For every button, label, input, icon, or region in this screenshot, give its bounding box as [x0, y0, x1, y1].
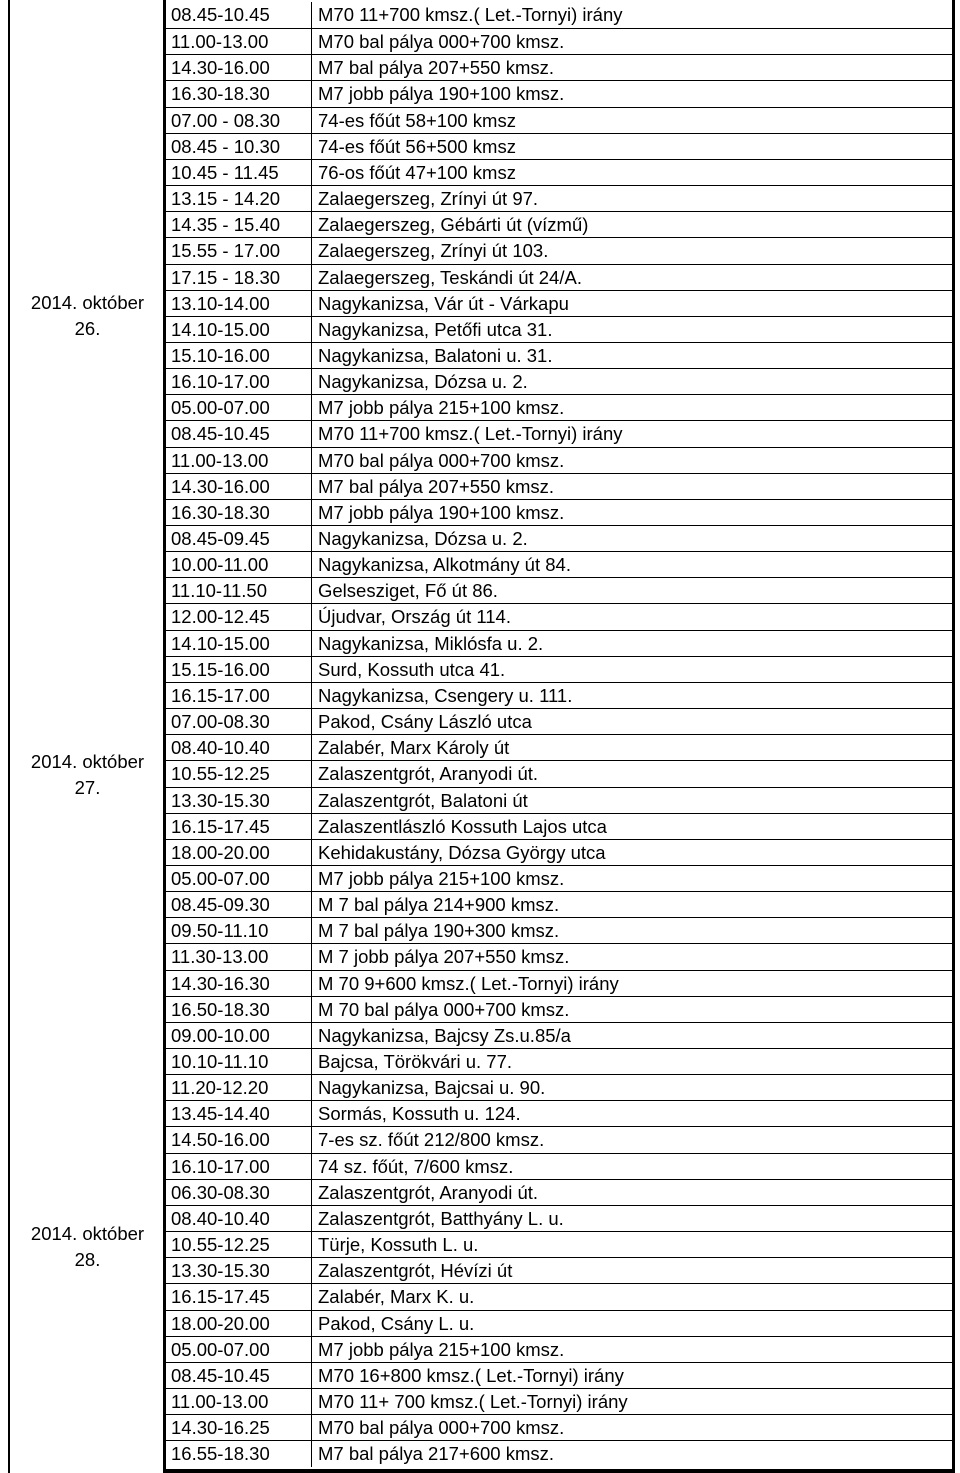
- table-row: [166, 603, 952, 630]
- table-row: [166, 394, 952, 421]
- time-cell: 14.30-16.25: [171, 1417, 270, 1439]
- time-cell: 10.55-12.25: [171, 763, 270, 785]
- table-row: [166, 420, 952, 447]
- table-row: [166, 368, 952, 395]
- location-cell: Nagykanizsa, Balatoni u. 31.: [311, 343, 952, 369]
- date-label-day: 27.: [74, 777, 101, 798]
- table-row: [166, 1205, 952, 1232]
- date-label-year-month: 2014. október: [30, 751, 145, 772]
- location-cell: Nagykanizsa, Petőfi utca 31.: [311, 317, 952, 343]
- location-cell: Surd, Kossuth utca 41.: [311, 657, 952, 683]
- time-cell: 16.30-18.30: [171, 501, 270, 523]
- time-cell: 14.50-16.00: [171, 1129, 270, 1151]
- time-cell: 08.45 - 10.30: [171, 135, 281, 157]
- location-cell: 76-os főút 47+100 kmsz: [311, 160, 952, 186]
- table-row: [166, 316, 952, 343]
- table-row: [166, 1257, 952, 1284]
- time-cell: 18.00-20.00: [171, 1312, 270, 1334]
- time-cell: 10.00-11.00: [171, 554, 269, 576]
- table-row: [166, 891, 952, 918]
- time-cell: 17.15 - 18.30: [171, 266, 281, 288]
- location-cell: M7 bal pálya 207+550 kmsz.: [311, 55, 952, 81]
- time-cell: 11.00-13.00: [171, 31, 269, 53]
- location-cell: M 7 jobb pálya 207+550 kmsz.: [311, 944, 952, 970]
- time-cell: 16.15-17.45: [171, 1286, 270, 1308]
- date-label-year-month: 2014. október: [30, 1223, 145, 1244]
- table-row: [166, 970, 952, 997]
- location-cell: Zalaegerszeg, Zrínyi út 97.: [311, 186, 952, 212]
- time-cell: 15.55 - 17.00: [171, 240, 281, 262]
- location-cell: M7 jobb pálya 190+100 kmsz.: [311, 81, 952, 107]
- location-cell: Nagykanizsa, Dózsa u. 2.: [311, 526, 952, 552]
- time-cell: 18.00-20.00: [171, 841, 270, 863]
- location-cell: Zalaszentgrót, Balatoni út: [311, 788, 952, 814]
- location-cell: Kehidakustány, Dózsa György utca: [311, 840, 952, 866]
- location-cell: 74-es főút 58+100 kmsz: [311, 108, 952, 134]
- time-cell: 13.10-14.00: [171, 292, 270, 314]
- location-cell: Nagykanizsa, Vár út - Várkapu: [311, 291, 952, 317]
- time-cell: 11.00-13.00: [171, 1390, 269, 1412]
- table-row: [166, 54, 952, 81]
- table-row: [166, 682, 952, 709]
- location-cell: Zalaegerszeg, Teskándi út 24/A.: [311, 265, 952, 291]
- location-cell: Zalabér, Marx K. u.: [311, 1284, 952, 1310]
- time-cell: 16.10-17.00: [171, 371, 270, 393]
- location-cell: M7 bal pálya 207+550 kmsz.: [311, 474, 952, 500]
- time-cell: 16.10-17.00: [171, 1155, 270, 1177]
- time-cell: 13.15 - 14.20: [171, 188, 281, 210]
- table-row: [166, 577, 952, 604]
- table-row: [166, 2, 952, 28]
- location-cell: M70 11+700 kmsz.( Let.-Tornyi) irány: [311, 2, 952, 28]
- table-row: [166, 551, 952, 578]
- table-row: [166, 447, 952, 474]
- time-cell: 07.00-08.30: [171, 711, 270, 733]
- time-cell: 15.15-16.00: [171, 658, 270, 680]
- table-row: [166, 734, 952, 761]
- time-cell: 09.50-11.10: [171, 920, 269, 942]
- time-cell: 14.30-16.00: [171, 475, 270, 497]
- time-cell: 15.10-16.00: [171, 344, 270, 366]
- location-cell: M70 11+700 kmsz.( Let.-Tornyi) irány: [311, 421, 952, 447]
- date-label-26: [10, 290, 165, 342]
- time-cell: 11.00-13.00: [171, 449, 269, 471]
- time-cell: 14.35 - 15.40: [171, 214, 281, 236]
- time-cell: 14.30-16.30: [171, 972, 270, 994]
- time-cell: 08.40-10.40: [171, 737, 270, 759]
- table-bottom-border: [163, 1469, 955, 1473]
- table-row: [166, 1074, 952, 1101]
- table-row: [166, 1414, 952, 1441]
- table-row: [166, 80, 952, 107]
- time-cell: 14.10-15.00: [171, 318, 270, 340]
- table-row: [166, 1048, 952, 1075]
- table-row: [166, 1336, 952, 1363]
- time-cell: 12.00-12.45: [171, 606, 270, 628]
- table-row: [166, 1388, 952, 1415]
- time-cell: 16.30-18.30: [171, 83, 270, 105]
- location-cell: Zalaszentgrót, Aranyodi út.: [311, 1180, 952, 1206]
- table-row: [166, 1231, 952, 1258]
- table-row: [166, 237, 952, 264]
- location-cell: Zalaszentlászló Kossuth Lajos utca: [311, 814, 952, 840]
- date-label-27: [10, 749, 165, 801]
- table-row: [166, 1153, 952, 1180]
- time-cell: 14.30-16.00: [171, 57, 270, 79]
- location-cell: M 70 9+600 kmsz.( Let.-Tornyi) irány: [311, 971, 952, 997]
- table-row: [166, 760, 952, 787]
- table-row: [166, 630, 952, 657]
- table-row: [166, 1022, 952, 1049]
- table-row: [166, 159, 952, 186]
- date-label-year-month: 2014. október: [30, 292, 145, 313]
- date-label-day: 28.: [74, 1249, 101, 1270]
- table-row: [166, 264, 952, 291]
- location-cell: Nagykanizsa, Miklósfa u. 2.: [311, 631, 952, 657]
- location-cell: 74 sz. főút, 7/600 kmsz.: [311, 1154, 952, 1180]
- table-row: [166, 1310, 952, 1337]
- table-row: [166, 290, 952, 317]
- location-cell: Zalaegerszeg, Gébárti út (vízmű): [311, 212, 952, 238]
- time-cell: 13.30-15.30: [171, 789, 270, 811]
- location-cell: M70 bal pálya 000+700 kmsz.: [311, 29, 952, 55]
- table-row: [166, 525, 952, 552]
- location-cell: M 70 bal pálya 000+700 kmsz.: [311, 997, 952, 1023]
- location-cell: Nagykanizsa, Bajcsai u. 90.: [311, 1075, 952, 1101]
- location-cell: Nagykanizsa, Csengery u. 111.: [311, 683, 952, 709]
- table-row: [166, 107, 952, 134]
- time-cell: 08.45-10.45: [171, 1364, 270, 1386]
- table-row: [166, 943, 952, 970]
- location-cell: Újudvar, Ország út 114.: [311, 604, 952, 630]
- time-cell: 14.10-15.00: [171, 632, 270, 654]
- location-cell: Sormás, Kossuth u. 124.: [311, 1101, 952, 1127]
- time-cell: 06.30-08.30: [171, 1181, 270, 1203]
- time-cell: 16.50-18.30: [171, 998, 270, 1020]
- time-cell: 10.45 - 11.45: [171, 161, 279, 183]
- table-row: [166, 1362, 952, 1389]
- location-cell: Zalaszentgrót, Aranyodi út.: [311, 761, 952, 787]
- time-cell: 08.40-10.40: [171, 1207, 270, 1229]
- table-row: [166, 1440, 952, 1467]
- table-row: [166, 839, 952, 866]
- time-cell: 05.00-07.00: [171, 397, 270, 419]
- left-border: [0, 0, 10, 1473]
- schedule-table: [163, 0, 955, 1473]
- location-cell: Gelsesziget, Fő út 86.: [311, 578, 952, 604]
- time-cell: 05.00-07.00: [171, 1338, 270, 1360]
- time-cell: 09.00-10.00: [171, 1024, 270, 1046]
- location-cell: Zalaegerszeg, Zrínyi út 103.: [311, 238, 952, 264]
- table-row: [166, 865, 952, 892]
- table-row: [166, 28, 952, 55]
- location-cell: M7 bal pálya 217+600 kmsz.: [311, 1441, 952, 1467]
- table-row: [166, 1100, 952, 1127]
- location-cell: Zalabér, Marx Károly út: [311, 735, 952, 761]
- table-row: [166, 787, 952, 814]
- table-row: [166, 1283, 952, 1310]
- location-cell: M70 bal pálya 000+700 kmsz.: [311, 1415, 952, 1441]
- location-cell: 74-es főút 56+500 kmsz: [311, 134, 952, 160]
- table-row: [166, 1179, 952, 1206]
- location-cell: M70 bal pálya 000+700 kmsz.: [311, 448, 952, 474]
- location-cell: Nagykanizsa, Dózsa u. 2.: [311, 369, 952, 395]
- time-cell: 11.30-13.00: [171, 946, 269, 968]
- time-cell: 13.30-15.30: [171, 1260, 270, 1282]
- table-row: [166, 185, 952, 212]
- location-cell: M 7 bal pálya 214+900 kmsz.: [311, 892, 952, 918]
- table-row: [166, 708, 952, 735]
- date-label-day: 26.: [74, 318, 101, 339]
- table-row: [166, 499, 952, 526]
- time-cell: 05.00-07.00: [171, 867, 270, 889]
- time-cell: 16.15-17.45: [171, 815, 270, 837]
- time-cell: 11.10-11.50: [171, 580, 268, 602]
- location-cell: 7-es sz. főút 212/800 kmsz.: [311, 1127, 952, 1153]
- location-cell: Zalaszentgrót, Batthyány L. u.: [311, 1206, 952, 1232]
- location-cell: Pakod, Csány László utca: [311, 709, 952, 735]
- location-cell: Pakod, Csány L. u.: [311, 1311, 952, 1337]
- location-cell: Zalaszentgrót, Hévízi út: [311, 1258, 952, 1284]
- location-cell: M70 16+800 kmsz.( Let.-Tornyi) irány: [311, 1363, 952, 1389]
- table-row: [166, 656, 952, 683]
- time-cell: 08.45-09.30: [171, 894, 270, 916]
- location-cell: Nagykanizsa, Alkotmány út 84.: [311, 552, 952, 578]
- table-row: [166, 1126, 952, 1153]
- table-row: [166, 996, 952, 1023]
- table-row: [166, 813, 952, 840]
- date-column: [10, 0, 165, 1473]
- table-row: [166, 342, 952, 369]
- time-cell: 16.55-18.30: [171, 1443, 270, 1465]
- time-cell: 11.20-12.20: [171, 1077, 269, 1099]
- table-row: [166, 133, 952, 160]
- time-cell: 10.55-12.25: [171, 1234, 270, 1256]
- location-cell: Nagykanizsa, Bajcsy Zs.u.85/a: [311, 1023, 952, 1049]
- time-cell: 10.10-11.10: [171, 1051, 269, 1072]
- time-cell: 08.45-10.45: [171, 4, 270, 25]
- location-cell: M7 jobb pálya 215+100 kmsz.: [311, 866, 952, 892]
- table-row: [166, 917, 952, 944]
- location-cell: Türje, Kossuth L. u.: [311, 1232, 952, 1258]
- location-cell: M7 jobb pálya 190+100 kmsz.: [311, 500, 952, 526]
- location-cell: M7 jobb pálya 215+100 kmsz.: [311, 395, 952, 421]
- time-cell: 08.45-09.45: [171, 528, 270, 549]
- time-cell: 13.45-14.40: [171, 1103, 270, 1125]
- time-cell: 16.15-17.00: [171, 684, 270, 706]
- table-row: [166, 473, 952, 500]
- location-cell: M 7 bal pálya 190+300 kmsz.: [311, 918, 952, 944]
- time-cell: 07.00 - 08.30: [171, 109, 281, 131]
- table-row: [166, 211, 952, 238]
- location-cell: M70 11+ 700 kmsz.( Let.-Tornyi) irány: [311, 1389, 952, 1415]
- location-cell: Bajcsa, Törökvári u. 77.: [311, 1049, 952, 1075]
- location-cell: M7 jobb pálya 215+100 kmsz.: [311, 1337, 952, 1363]
- time-cell: 08.45-10.45: [171, 423, 270, 445]
- date-label-28: [10, 1221, 165, 1273]
